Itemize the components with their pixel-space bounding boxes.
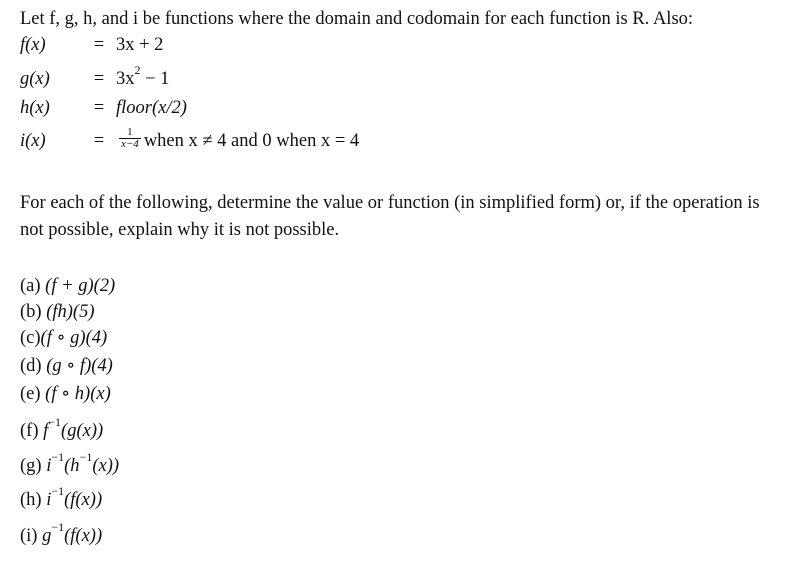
problem-c-expr: (f ∘ g)(4) <box>40 328 108 348</box>
problem-d-expr: (g ∘ f)(4) <box>46 356 113 376</box>
definition-h-rhs: floor(x/2) <box>116 98 187 118</box>
problem-h-post: (f(x)) <box>64 490 103 510</box>
problem-b-expr: (fh)(5) <box>46 302 95 322</box>
problem-a <box>20 275 115 297</box>
problem-e-label: (e) <box>20 384 41 404</box>
problem-d <box>20 355 113 377</box>
definition-h-name: h(x) <box>20 98 50 118</box>
problem-f-label: (f) <box>20 421 39 441</box>
problem-h-label: (h) <box>20 490 42 510</box>
problem-f-sup: −1 <box>48 415 62 429</box>
problem-g-pre: i <box>46 456 52 476</box>
definition-i-frac-num: 1 <box>119 127 141 139</box>
definition-g <box>20 63 170 91</box>
intro-text: Let f, g, h, and i be functions where the domain and codomain for each function is R. Also: <box>20 9 694 29</box>
definition-f-eq: = <box>93 35 105 55</box>
problem-c-label: (c) <box>20 328 41 348</box>
problem-a-expr: (f + g)(2) <box>45 276 116 296</box>
definition-i-frac-den: x−4 <box>121 138 139 151</box>
definition-i-name: i(x) <box>20 131 46 151</box>
problem-f <box>20 415 104 443</box>
definition-g-eq: = <box>93 69 105 89</box>
problem-b <box>20 301 95 323</box>
definition-i-fraction <box>119 127 141 150</box>
definition-f <box>20 34 163 56</box>
definition-g-rhs-post: − 1 <box>140 69 170 89</box>
problem-i-label: (i) <box>20 526 38 546</box>
definition-f-name: f(x) <box>20 35 46 55</box>
definition-i-rhs-post: when x ≠ 4 and 0 when x = 4 <box>143 131 360 151</box>
definition-i-eq: = <box>93 131 105 151</box>
problem-e-expr: (f ∘ h)(x) <box>45 384 111 404</box>
problem-i <box>20 520 103 548</box>
problem-i-pre: g <box>42 526 52 546</box>
definition-h <box>20 97 187 119</box>
definition-h-eq: = <box>93 98 105 118</box>
problem-c <box>20 327 107 349</box>
definition-f-rhs: 3x + 2 <box>116 35 164 55</box>
problem-i-post: (f(x)) <box>64 526 103 546</box>
definition-g-rhs-pre: 3x <box>116 69 135 89</box>
problem-g-sup2: −1 <box>79 450 93 464</box>
problem-h-sup: −1 <box>51 484 65 498</box>
problem-h <box>20 484 103 512</box>
problem-g-sup: −1 <box>51 450 65 464</box>
problem-e <box>20 383 111 405</box>
problem-a-label: (a) <box>20 276 41 296</box>
instructions-text: For each of the following, determine the value or function (in simplified form) or, if the operation is not possible, explain why it is not possible. <box>20 193 760 240</box>
definition-g-name: g(x) <box>20 69 50 89</box>
definition-g-rhs-sup: 2 <box>134 63 141 77</box>
problem-b-label: (b) <box>20 302 42 322</box>
problem-i-sup: −1 <box>51 520 65 534</box>
problem-d-label: (d) <box>20 356 42 376</box>
problem-f-pre: f <box>43 421 49 441</box>
problem-g-label: (g) <box>20 456 42 476</box>
definition-i <box>20 126 360 153</box>
problem-f-post: (g(x)) <box>61 421 104 441</box>
problem-g-post: (x)) <box>92 456 120 476</box>
problem-g-mid: (h <box>64 456 80 476</box>
problem-g <box>20 450 120 478</box>
problem-h-pre: i <box>46 490 52 510</box>
